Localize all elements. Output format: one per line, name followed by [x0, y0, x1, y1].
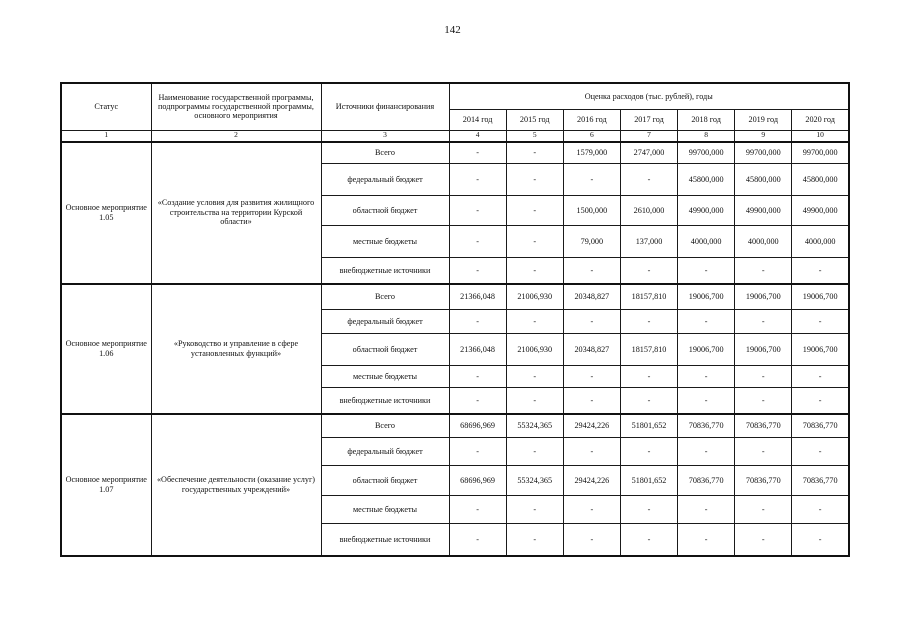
value-cell: 45800,000	[735, 164, 792, 196]
value-cell: -	[449, 524, 506, 556]
value-cell: 55324,365	[506, 414, 563, 438]
value-cell: 45800,000	[792, 164, 849, 196]
value-cell: -	[563, 388, 620, 414]
value-cell: -	[735, 438, 792, 466]
value-cell: 19006,700	[792, 334, 849, 366]
value-cell: 70836,770	[678, 414, 735, 438]
value-cell: -	[792, 310, 849, 334]
value-cell: -	[620, 524, 677, 556]
value-cell: -	[620, 366, 677, 388]
funding-source-cell: федеральный бюджет	[321, 164, 449, 196]
value-cell: -	[449, 310, 506, 334]
value-cell: -	[620, 496, 677, 524]
value-cell: -	[678, 438, 735, 466]
value-cell: -	[678, 388, 735, 414]
value-cell: -	[506, 196, 563, 226]
value-cell: -	[449, 258, 506, 284]
value-cell: -	[449, 388, 506, 414]
header-year: 2018 год	[678, 109, 735, 130]
value-cell: 19006,700	[792, 284, 849, 310]
column-number: 5	[506, 130, 563, 142]
table-row	[61, 142, 849, 164]
column-number: 8	[678, 130, 735, 142]
header-year: 2019 год	[735, 109, 792, 130]
value-cell: -	[563, 438, 620, 466]
value-cell: -	[563, 524, 620, 556]
funding-source-cell: Всего	[321, 284, 449, 310]
value-cell: -	[563, 310, 620, 334]
value-cell: -	[506, 388, 563, 414]
value-cell: -	[735, 388, 792, 414]
funding-source-cell: областной бюджет	[321, 196, 449, 226]
column-number: 9	[735, 130, 792, 142]
funding-source-cell: местные бюджеты	[321, 496, 449, 524]
status-cell: Основное мероприятие 1.07	[61, 414, 151, 556]
value-cell: -	[792, 524, 849, 556]
value-cell: -	[678, 310, 735, 334]
funding-source-cell: Всего	[321, 142, 449, 164]
value-cell: -	[506, 164, 563, 196]
value-cell: -	[506, 310, 563, 334]
value-cell: 21006,930	[506, 334, 563, 366]
column-number: 1	[61, 130, 151, 142]
value-cell: -	[449, 226, 506, 258]
value-cell: -	[735, 496, 792, 524]
column-number: 10	[792, 130, 849, 142]
value-cell: -	[735, 366, 792, 388]
value-cell: -	[563, 258, 620, 284]
value-cell: -	[449, 496, 506, 524]
header-name: Наименование государственной программы, подпрограммы государственной программы, основного мероприятия	[151, 83, 321, 130]
value-cell: 51801,652	[620, 466, 677, 496]
column-number: 3	[321, 130, 449, 142]
value-cell: -	[678, 496, 735, 524]
value-cell: 70836,770	[735, 414, 792, 438]
value-cell: 19006,700	[678, 334, 735, 366]
funding-source-cell: местные бюджеты	[321, 366, 449, 388]
value-cell: 45800,000	[678, 164, 735, 196]
funding-source-cell: областной бюджет	[321, 466, 449, 496]
value-cell: 29424,226	[563, 466, 620, 496]
header-status: Статус	[61, 83, 151, 130]
value-cell: -	[792, 496, 849, 524]
value-cell: -	[506, 142, 563, 164]
value-cell: -	[678, 258, 735, 284]
funding-source-cell: Всего	[321, 414, 449, 438]
value-cell: -	[563, 496, 620, 524]
header-year: 2020 год	[792, 109, 849, 130]
value-cell: 68696,969	[449, 414, 506, 438]
value-cell: -	[792, 438, 849, 466]
value-cell: -	[735, 310, 792, 334]
value-cell: 21366,048	[449, 334, 506, 366]
value-cell: -	[506, 438, 563, 466]
program-name-cell: «Создание условия для развития жилищного строительства на территории Курской области»	[151, 142, 321, 284]
value-cell: -	[620, 164, 677, 196]
program-group	[61, 284, 849, 414]
funding-source-cell: внебюджетные источники	[321, 388, 449, 414]
header-year: 2015 год	[506, 109, 563, 130]
value-cell: -	[620, 310, 677, 334]
program-name-cell: «Обеспечение деятельности (оказание услуг) государственных учреждений»	[151, 414, 321, 556]
value-cell: 2610,000	[620, 196, 677, 226]
value-cell: 70836,770	[792, 414, 849, 438]
value-cell: -	[678, 366, 735, 388]
value-cell: 99700,000	[735, 142, 792, 164]
column-number: 7	[620, 130, 677, 142]
program-name-cell: «Руководство и управление в сфере установленных функций»	[151, 284, 321, 414]
value-cell: 19006,700	[735, 284, 792, 310]
value-cell: 79,000	[563, 226, 620, 258]
value-cell: -	[506, 496, 563, 524]
table-row	[61, 414, 849, 438]
value-cell: 49900,000	[792, 196, 849, 226]
column-number: 2	[151, 130, 321, 142]
value-cell: 19006,700	[678, 284, 735, 310]
value-cell: -	[563, 366, 620, 388]
value-cell: -	[506, 226, 563, 258]
header-year: 2017 год	[620, 109, 677, 130]
value-cell: -	[506, 258, 563, 284]
value-cell: 1579,000	[563, 142, 620, 164]
funding-source-cell: внебюджетные источники	[321, 258, 449, 284]
value-cell: 18157,810	[620, 334, 677, 366]
value-cell: -	[620, 388, 677, 414]
value-cell: -	[620, 438, 677, 466]
header-estimate: Оценка расходов (тыс. рублей), годы	[449, 83, 849, 109]
value-cell: 4000,000	[792, 226, 849, 258]
funding-source-cell: областной бюджет	[321, 334, 449, 366]
value-cell: -	[449, 366, 506, 388]
value-cell: 70836,770	[735, 466, 792, 496]
value-cell: -	[792, 388, 849, 414]
value-cell: 137,000	[620, 226, 677, 258]
value-cell: -	[735, 258, 792, 284]
value-cell: -	[506, 524, 563, 556]
value-cell: -	[620, 258, 677, 284]
value-cell: 29424,226	[563, 414, 620, 438]
value-cell: -	[449, 142, 506, 164]
value-cell: 2747,000	[620, 142, 677, 164]
funding-source-cell: федеральный бюджет	[321, 310, 449, 334]
value-cell: 55324,365	[506, 466, 563, 496]
page-number: 142	[444, 24, 461, 36]
value-cell: 19006,700	[735, 334, 792, 366]
status-cell: Основное мероприятие 1.05	[61, 142, 151, 284]
header-year: 2014 год	[449, 109, 506, 130]
value-cell: 49900,000	[678, 196, 735, 226]
value-cell: 4000,000	[678, 226, 735, 258]
column-number: 6	[563, 130, 620, 142]
column-number: 4	[449, 130, 506, 142]
value-cell: -	[735, 524, 792, 556]
budget-table	[60, 82, 850, 557]
value-cell: -	[449, 164, 506, 196]
value-cell: -	[792, 366, 849, 388]
value-cell: -	[449, 196, 506, 226]
value-cell: -	[678, 524, 735, 556]
value-cell: 21366,048	[449, 284, 506, 310]
value-cell: 1500,000	[563, 196, 620, 226]
value-cell: 99700,000	[792, 142, 849, 164]
value-cell: -	[563, 164, 620, 196]
program-group	[61, 142, 849, 284]
funding-source-cell: федеральный бюджет	[321, 438, 449, 466]
value-cell: 99700,000	[678, 142, 735, 164]
header-year: 2016 год	[563, 109, 620, 130]
value-cell: 20348,827	[563, 334, 620, 366]
value-cell: 18157,810	[620, 284, 677, 310]
value-cell: 49900,000	[735, 196, 792, 226]
funding-source-cell: местные бюджеты	[321, 226, 449, 258]
status-cell: Основное мероприятие 1.06	[61, 284, 151, 414]
value-cell: 68696,969	[449, 466, 506, 496]
program-group	[61, 414, 849, 556]
value-cell: -	[449, 438, 506, 466]
header-sources: Источники финансирования	[321, 83, 449, 130]
value-cell: 70836,770	[792, 466, 849, 496]
funding-source-cell: внебюджетные источники	[321, 524, 449, 556]
table-row	[61, 284, 849, 310]
value-cell: 51801,652	[620, 414, 677, 438]
value-cell: 70836,770	[678, 466, 735, 496]
value-cell: -	[506, 366, 563, 388]
value-cell: 4000,000	[735, 226, 792, 258]
column-number-row	[61, 130, 849, 142]
value-cell: 21006,930	[506, 284, 563, 310]
value-cell: -	[792, 258, 849, 284]
value-cell: 20348,827	[563, 284, 620, 310]
